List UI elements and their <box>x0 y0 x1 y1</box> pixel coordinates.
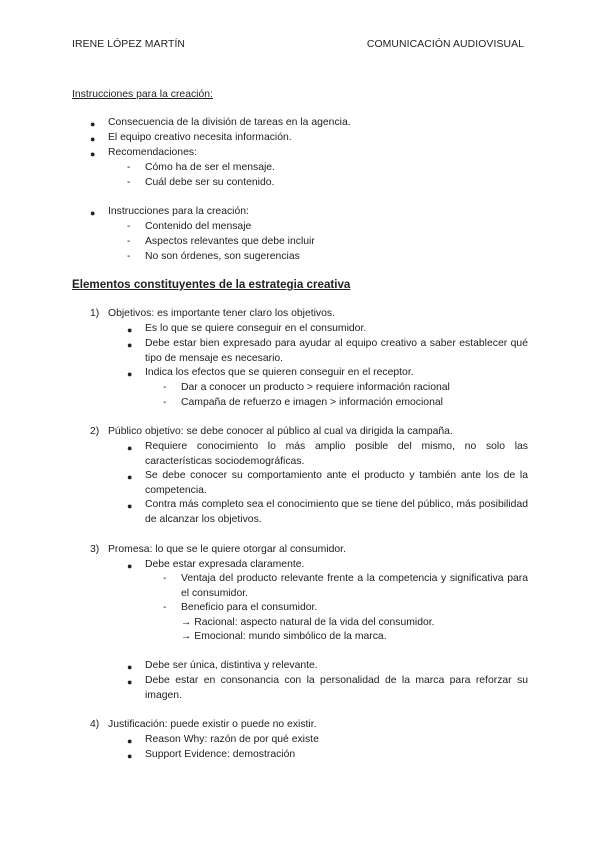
item-3-arrow-1: → Racional: aspecto natural de la vida del consumidor. <box>181 617 435 628</box>
item-3-number: 3) <box>90 544 100 555</box>
item-1-number: 1) <box>90 308 100 319</box>
bullet-icon: ● <box>127 369 133 379</box>
dash-icon: - <box>127 236 131 247</box>
bullet-icon: ● <box>127 677 133 687</box>
item-3-bullet-1: Debe estar expresada claramente. <box>145 559 305 570</box>
item-2-bullet-2: Se debe conocer su comportamiento ante el producto y también ante los de la competencia. <box>145 470 528 496</box>
bullet-icon: ● <box>127 443 133 453</box>
dash-icon: - <box>163 602 167 613</box>
dash-icon: - <box>127 221 131 232</box>
item-1-dash-1: Dar a conocer un producto > requiere información racional <box>181 382 450 393</box>
dash-icon: - <box>163 397 167 408</box>
item-4-text: Justificación: puede existir o puede no existir. <box>108 719 317 730</box>
item-3-bullet-2: Debe ser única, distintiva y relevante. <box>145 660 318 671</box>
dash-icon: - <box>163 382 167 393</box>
bullet-icon: ● <box>127 325 133 335</box>
recomendacion-2: Cuál debe ser su contenido. <box>145 177 275 188</box>
dash-icon: - <box>127 177 131 188</box>
bullet-icon: ● <box>127 751 133 761</box>
item-3-arrow-2: → Emocional: mundo simbólico de la marca. <box>181 631 387 642</box>
intro-title: Instrucciones para la creación: <box>72 89 213 100</box>
item-3-dash-2: Beneficio para el consumidor. <box>181 602 318 613</box>
dash-icon: - <box>163 573 167 584</box>
bullet-icon: ● <box>127 340 133 350</box>
bullet-icon: ● <box>127 736 133 746</box>
instruccion-2: Aspectos relevantes que debe incluir <box>145 236 315 247</box>
item-4-bullet-2: Support Evidence: demostración <box>145 749 296 760</box>
section-title: Elementos constituyentes de la estrategia creativa <box>72 278 351 291</box>
item-3-bullet-3: Debe estar en consonancia con la personalidad de la marca para reforzar su imagen. <box>145 675 528 701</box>
item-2-text: Público objetivo: se debe conocer al público al cual va dirigida la campaña. <box>108 426 453 437</box>
item-2-bullet-1: Requiere conocimiento lo más amplio posible del mismo, no solo las características sociodemográficas. <box>145 441 528 467</box>
bullet-icon: ● <box>127 501 133 511</box>
item-1-bullet-1: Es lo que se quiere conseguir en el consumidor. <box>145 323 367 334</box>
bullet-icon: ● <box>127 561 133 571</box>
item-2-bullet-3: Contra más completo sea el conocimiento que se tiene del público, más posibilidad de alcanzar los objetivos. <box>145 499 528 525</box>
bullet-icon: ● <box>90 134 96 144</box>
header-subject: COMUNICACIÓN AUDIOVISUAL <box>366 39 524 50</box>
intro-instr-bullet: Instrucciones para la creación: <box>108 206 249 217</box>
intro-bullet-2: El equipo creativo necesita información. <box>108 132 292 143</box>
item-4-number: 4) <box>90 719 100 730</box>
intro-bullet-1: Consecuencia de la división de tareas en la agencia. <box>108 117 351 128</box>
dash-icon: - <box>127 251 131 262</box>
item-3-text: Promesa: lo que se le quiere otorgar al consumidor. <box>108 544 346 555</box>
header-author: IRENE LÓPEZ MARTÍN <box>72 39 186 50</box>
bullet-icon: ● <box>90 119 96 129</box>
dash-icon: - <box>127 162 131 173</box>
bullet-icon: ● <box>127 662 133 672</box>
instruccion-3: No son órdenes, son sugerencias <box>145 251 300 262</box>
item-1-text: Objetivos: es importante tener claro los objetivos. <box>108 308 335 319</box>
item-2-number: 2) <box>90 426 100 437</box>
bullet-icon: ● <box>90 149 96 159</box>
item-1-bullet-2: Debe estar bien expresado para ayudar al equipo creativo a saber establecer qué tipo de mensaje es necesario. <box>145 338 528 364</box>
item-4-bullet-1: Reason Why: razón de por qué existe <box>145 734 319 745</box>
bullet-icon: ● <box>90 208 96 218</box>
intro-bullet-3: Recomendaciones: <box>108 147 197 158</box>
item-1-dash-2: Campaña de refuerzo e imagen > información emocional <box>181 397 443 408</box>
recomendacion-1: Cómo ha de ser el mensaje. <box>145 162 275 173</box>
bullet-icon: ● <box>127 472 133 482</box>
item-3-dash-1: Ventaja del producto relevante frente a la competencia y significativa para el consumidor. <box>181 573 528 599</box>
item-1-bullet-3: Indica los efectos que se quieren conseguir en el receptor. <box>145 367 414 378</box>
instruccion-1: Contenido del mensaje <box>145 221 252 232</box>
